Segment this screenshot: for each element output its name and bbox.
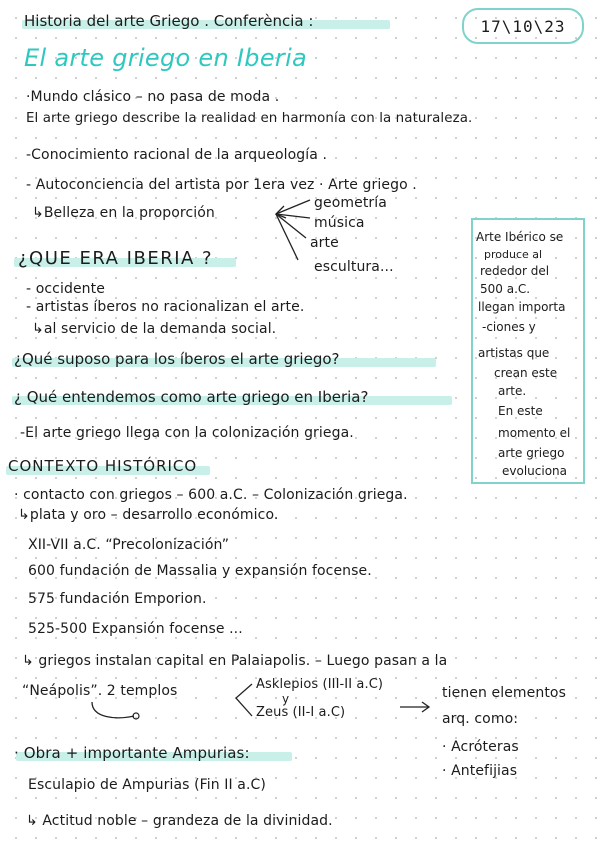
- context-heading: CONTEXTO HISTÓRICO: [8, 457, 198, 475]
- temples-brace: [230, 680, 256, 720]
- iberia-bullet-3: ↳al servicio de la demanda social.: [32, 321, 277, 337]
- context-line-4: 600 fundación de Massalia y expansión focense.: [28, 563, 372, 579]
- curved-arrow-icon: [86, 700, 142, 726]
- iberia-bullet-2: - artistas íberos no racionalizan el arte.: [26, 299, 305, 315]
- temple-and: y: [282, 692, 290, 706]
- proportion-item-1: geometría: [314, 195, 387, 211]
- sidebar-line: artistas que: [478, 346, 550, 360]
- temple-2: Zeus (II-I a.C): [256, 705, 346, 720]
- sidebar-line: produce al: [484, 248, 543, 261]
- date-text: 17\10\23: [480, 16, 566, 36]
- sidebar-line: evoluciona: [502, 464, 567, 478]
- note-line-2: El arte griego describe la realidad en harmonía con la naturaleza.: [26, 111, 473, 126]
- obra-line-2: ↳ Actitud noble – grandeza de la divinidad.: [26, 813, 333, 829]
- elements-line-2: arq. como:: [442, 711, 519, 727]
- proportion-item-4: escultura...: [314, 259, 394, 275]
- proportion-item-3: arte: [310, 235, 339, 251]
- page-header: Historia del arte Griego . Conferència :: [24, 12, 314, 30]
- iberia-bullet-1: - occidente: [26, 281, 105, 297]
- iberia-heading: ¿QUE ERA IBERIA ?: [18, 248, 214, 269]
- sidebar-line: 500 a.C.: [480, 282, 531, 296]
- sidebar-line: Arte Ibérico se: [476, 230, 564, 244]
- sidebar-line: rededor del: [480, 264, 550, 278]
- element-acroteras: · Acróteras: [442, 739, 519, 755]
- date-badge: [462, 8, 584, 44]
- question-2: ¿ Qué entendemos como arte griego en Iberia?: [14, 388, 369, 406]
- note-line-5: ↳Belleza en la proporción: [32, 205, 215, 221]
- note-line-1: ·Mundo clásico – no pasa de moda .: [26, 89, 280, 105]
- context-line-3: XII-VII a.C. “Precolonización”: [28, 537, 230, 553]
- sidebar-line: arte griego: [498, 446, 565, 460]
- sidebar-line: -ciones y: [482, 320, 536, 334]
- sidebar-line: llegan importa: [478, 300, 566, 314]
- elements-line-1: tienen elementos: [442, 685, 566, 701]
- context-line-8: “Neápolis”. 2 templos: [22, 683, 178, 699]
- context-line-5: 575 fundación Emporion.: [28, 591, 207, 607]
- note-line-4: - Autoconciencia del artista por 1era vez · Arte griego .: [26, 177, 417, 193]
- proportion-item-2: música: [314, 215, 365, 231]
- proportion-arrows: [270, 196, 316, 266]
- context-line-6: 525-500 Expansión focense ...: [28, 621, 243, 637]
- context-line-2: ↳plata y oro – desarrollo económico.: [18, 507, 279, 523]
- context-line-1: · contacto con griegos – 600 a.C. – Colonización griega.: [14, 487, 408, 503]
- question-1: ¿Qué suposo para los íberos el arte griego?: [14, 350, 340, 368]
- note-line-3: -Conocimiento racional de la arqueología .: [26, 147, 328, 163]
- obra-heading: · Obra + importante Ampurias:: [14, 744, 250, 762]
- obra-line-1: Esculapio de Ampurias (Fin II a.C): [28, 777, 266, 793]
- arrow-right-icon: [398, 700, 432, 714]
- temple-1: Asklepios (III-II a.C): [256, 677, 384, 692]
- sidebar-line: crean este: [494, 366, 558, 380]
- sidebar-line: arte.: [498, 384, 527, 398]
- context-line-7: ↳ griegos instalan capital en Palaiapolis. – Luego pasan a la: [22, 653, 448, 669]
- sidebar-line: En este: [498, 404, 543, 418]
- sidebar-line: momento el: [498, 426, 571, 440]
- element-antefijias: · Antefijias: [442, 763, 518, 779]
- question-3-note: -El arte griego llega con la colonización griega.: [20, 425, 354, 441]
- main-title: El arte griego en Iberia: [24, 44, 308, 72]
